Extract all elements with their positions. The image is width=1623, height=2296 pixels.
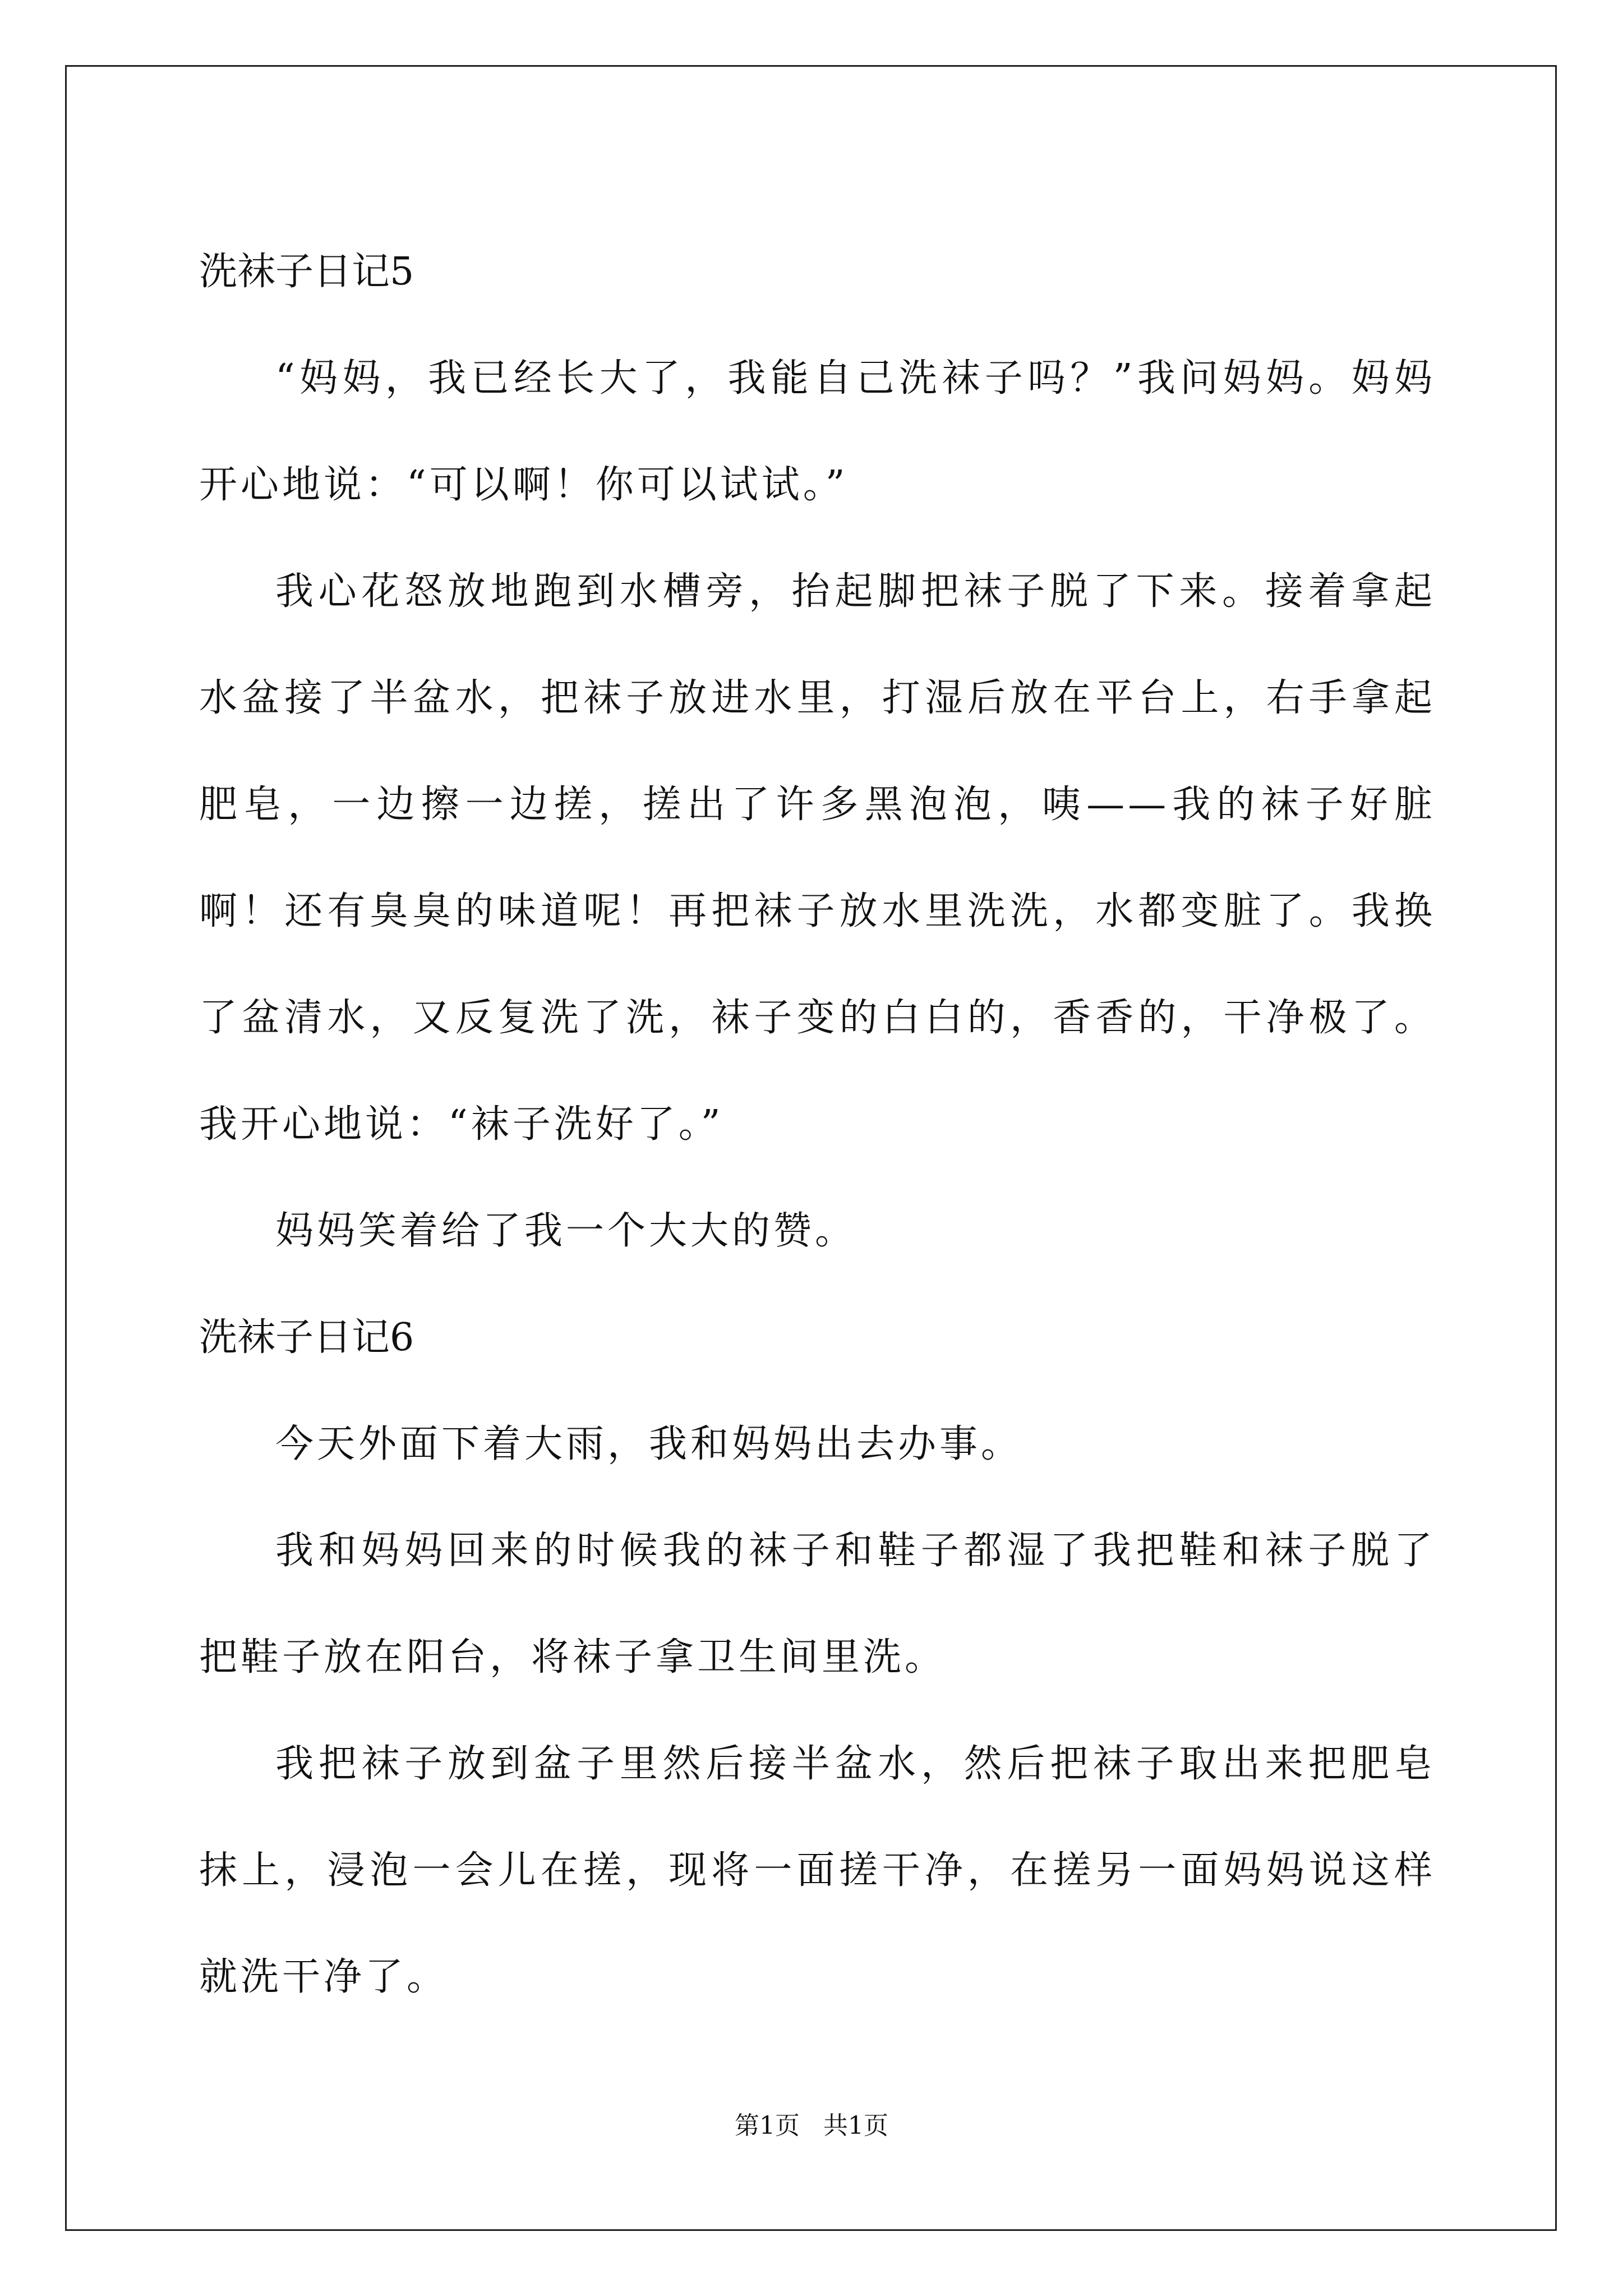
diary-entry-5 bbox=[199, 219, 1436, 1285]
paragraph: 今天外面下着大雨，我和妈妈出去办事。 bbox=[275, 1422, 1023, 1466]
diary-entry-6 bbox=[199, 1285, 1436, 2031]
document-body bbox=[199, 219, 1436, 2031]
page-total: 共1页 bbox=[823, 2111, 888, 2140]
entry-title: 洗袜子日记5 bbox=[199, 250, 414, 294]
page-footer bbox=[0, 2109, 1623, 2143]
entry-title: 洗袜子日记6 bbox=[199, 1315, 414, 1360]
paragraph: 我心花怒放地跑到水槽旁，抬起脚把袜子脱了下来。接着拿起水盆接了半盆水，把袜子放进水里，打湿后放在平台上，右手拿起肥皂，一边擦一边搓，搓出了许多黑泡泡，咦——我的袜子好脏啊！还有臭臭的味道呢！再把袜子放水里洗洗，水都变脏了。我换了盆清水，又反复洗了洗，袜子变的白白的，香香的，干净极了。我开心地说：“袜子洗好了。” bbox=[199, 569, 1436, 1147]
paragraph: 我把袜子放到盆子里然后接半盆水，然后把袜子取出来把肥皂抹上，浸泡一会儿在搓，现将一面搓干净，在搓另一面妈妈说这样就洗干净了。 bbox=[199, 1742, 1436, 1999]
paragraph: 妈妈笑着给了我一个大大的赞。 bbox=[275, 1209, 857, 1253]
paragraph: “妈妈，我已经长大了，我能自己洗袜子吗？”我问妈妈。妈妈开心地说：“可以啊！你可以试试。” bbox=[199, 356, 1436, 507]
paragraph: 我和妈妈回来的时候我的袜子和鞋子都湿了我把鞋和袜子脱了把鞋子放在阳台，将袜子拿卫生间里洗。 bbox=[199, 1529, 1436, 1680]
page-number: 第1页 bbox=[735, 2111, 800, 2140]
